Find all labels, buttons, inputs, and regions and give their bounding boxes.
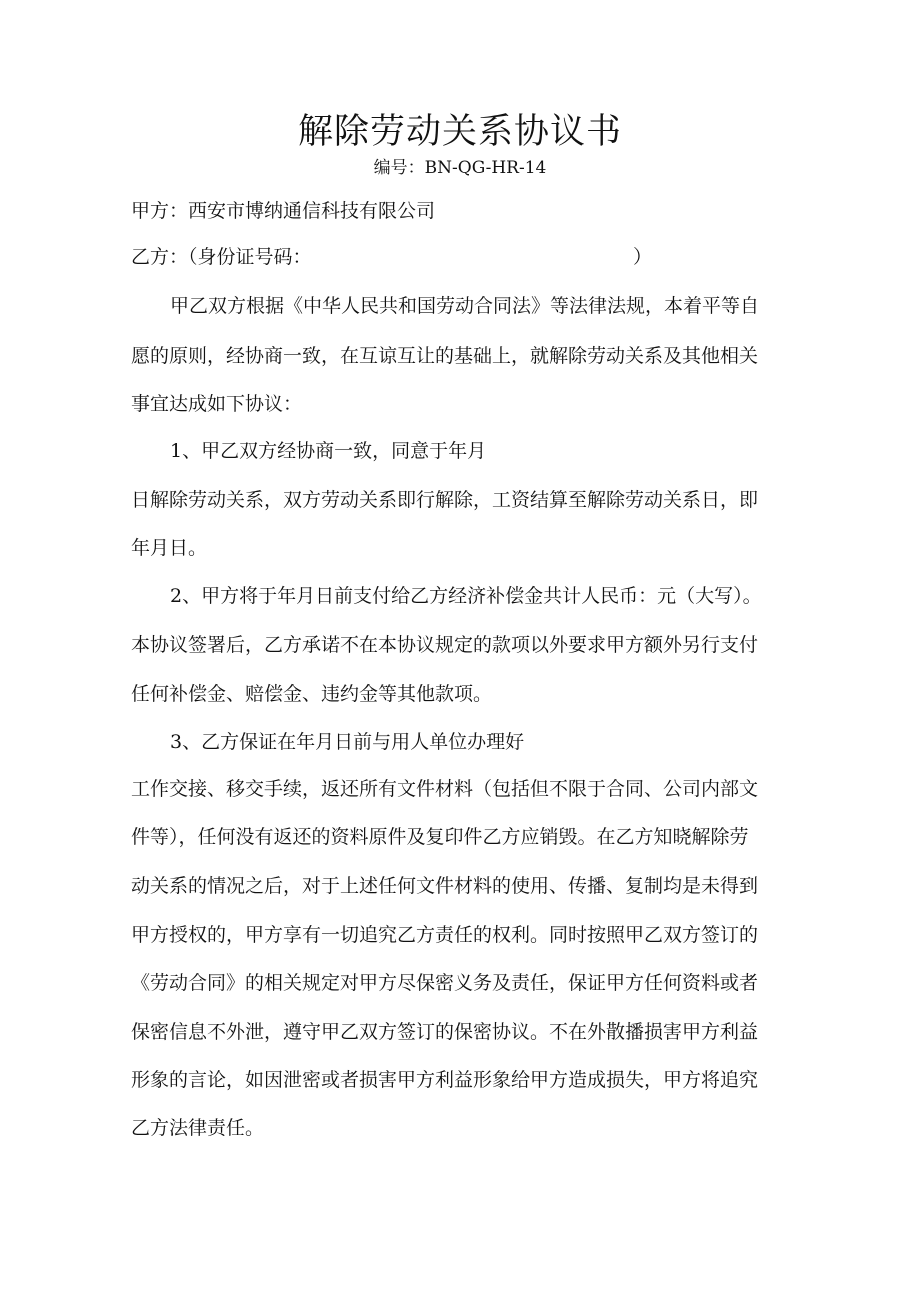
paragraph-line: 年月日。 (131, 537, 208, 559)
document-title: 解除劳动关系协议书 (297, 112, 622, 152)
paragraph-line: 形象的言论，如因泄密或者损害甲方利益形象给甲方造成损失，甲方将追究 (131, 1069, 759, 1091)
party-b-close-paren: ） (633, 246, 653, 268)
paragraph-line: 工作交接、移交手续，返还所有文件材料（包括但不限于合同、公司内部文 (131, 778, 759, 800)
paragraph-line: 任何补偿金、赔偿金、违约金等其他款项。 (131, 683, 493, 705)
clause-3: 3、乙方保证在年月日前与用人单位办理好 (170, 731, 525, 753)
paragraph-line: 甲方授权的，甲方享有一切追究乙方责任的权利。同时按照甲乙双方签订的 (131, 924, 759, 946)
party-a: 甲方：西安市博纳通信科技有限公司 (131, 200, 436, 222)
paragraph-line: 本协议签署后，乙方承诺不在本协议规定的款项以外要求甲方额外另行支付 (131, 634, 759, 656)
paragraph-line: 《劳动合同》的相关规定对甲方尽保密义务及责任，保证甲方任何资料或者 (131, 972, 759, 994)
paragraph-line: 甲乙双方根据《中华人民共和国劳动合同法》等法律法规，本着平等自 (170, 295, 760, 317)
paragraph-line: 事宜达成如下协议： (131, 393, 303, 415)
paragraph-line: 日解除劳动关系，双方劳动关系即行解除，工资结算至解除劳动关系日，即 (131, 489, 759, 511)
party-b: 乙方：（身份证号码： (131, 246, 312, 268)
clause-2: 2、甲方将于年月日前支付给乙方经济补偿金共计人民币：元（大写）。 (170, 585, 762, 607)
paragraph-line: 件等），任何没有返还的资料原件及复印件乙方应销毁。在乙方知晓解除劳 (131, 826, 749, 848)
paragraph-line: 乙方法律责任。 (131, 1117, 265, 1139)
paragraph-line: 愿的原则，经协商一致，在互谅互让的基础上，就解除劳动关系及其他相关 (131, 345, 759, 367)
paragraph-line: 保密信息不外泄，遵守甲乙双方签订的保密协议。不在外散播损害甲方利益 (131, 1021, 759, 1043)
paragraph-line: 动关系的情况之后，对于上述任何文件材料的使用、传播、复制均是未得到 (131, 875, 759, 897)
clause-1: 1、甲乙双方经协商一致，同意于年月 (170, 440, 487, 462)
document-number: 编号：BN-QG-HR-14 (373, 158, 547, 178)
